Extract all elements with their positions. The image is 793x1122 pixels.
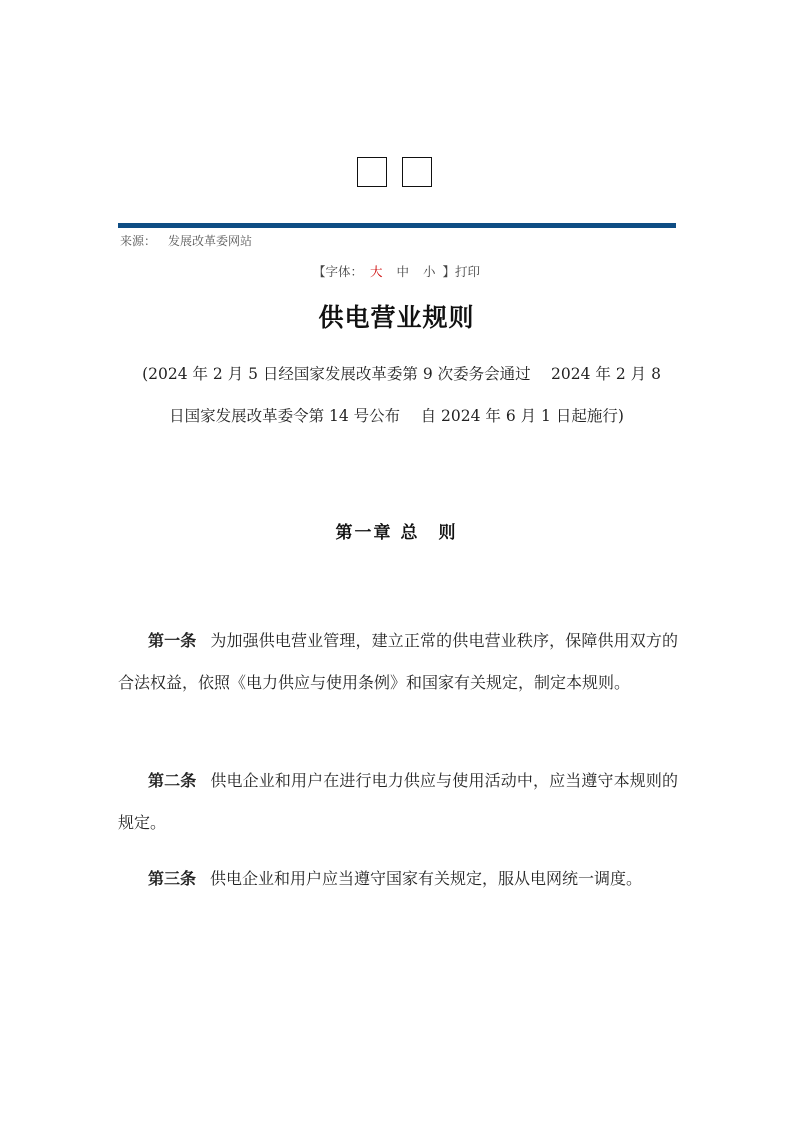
article-paragraph bbox=[118, 858, 678, 900]
print-link[interactable]: 打印 bbox=[455, 264, 481, 279]
header-glyph-placeholders bbox=[357, 157, 432, 187]
article-paragraph bbox=[118, 620, 678, 704]
subtitle-line-1: (2024 年 2 月 5 日经国家发展改革委第 9 次委务会通过 2024 年 2 月 8 bbox=[142, 365, 661, 383]
subtitle-line-2: 日国家发展改革委令第 14 号公布 自 2024 年 6 月 1 日起施行) bbox=[169, 407, 624, 425]
article-text: 供电企业和用户应当遵守国家有关规定，服从电网统一调度。 bbox=[210, 869, 643, 888]
font-bar-open: 【字体： bbox=[312, 264, 363, 279]
source-line bbox=[120, 232, 252, 249]
font-size-small-link[interactable]: 小 bbox=[423, 264, 436, 279]
page-title: 供电营业规则 bbox=[318, 303, 475, 332]
article-label: 第二条 bbox=[148, 771, 197, 790]
font-size-bar bbox=[0, 262, 793, 280]
header-divider bbox=[118, 223, 676, 228]
article-text: 供电企业和用户在进行电力供应与使用活动中，应当遵守本规则的规定。 bbox=[118, 771, 678, 832]
article-label: 第一条 bbox=[148, 631, 197, 650]
missing-glyph-box bbox=[402, 157, 432, 187]
font-bar-close: 】 bbox=[442, 264, 456, 279]
article-paragraph bbox=[118, 760, 678, 844]
missing-glyph-box bbox=[357, 157, 387, 187]
source-value: 发展改革委网站 bbox=[168, 234, 253, 248]
article-label: 第三条 bbox=[148, 869, 197, 888]
chapter-heading: 第一章 总 则 bbox=[335, 523, 458, 543]
source-label: 来源： bbox=[120, 234, 157, 248]
font-size-large-link[interactable]: 大 bbox=[369, 264, 383, 279]
article-text: 为加强供电营业管理，建立正常的供电营业秩序，保障供用双方的合法权益，依照《电力供应与使用条例》和国家有关规定，制定本规则。 bbox=[118, 631, 678, 692]
font-size-medium-link[interactable]: 中 bbox=[396, 264, 409, 279]
